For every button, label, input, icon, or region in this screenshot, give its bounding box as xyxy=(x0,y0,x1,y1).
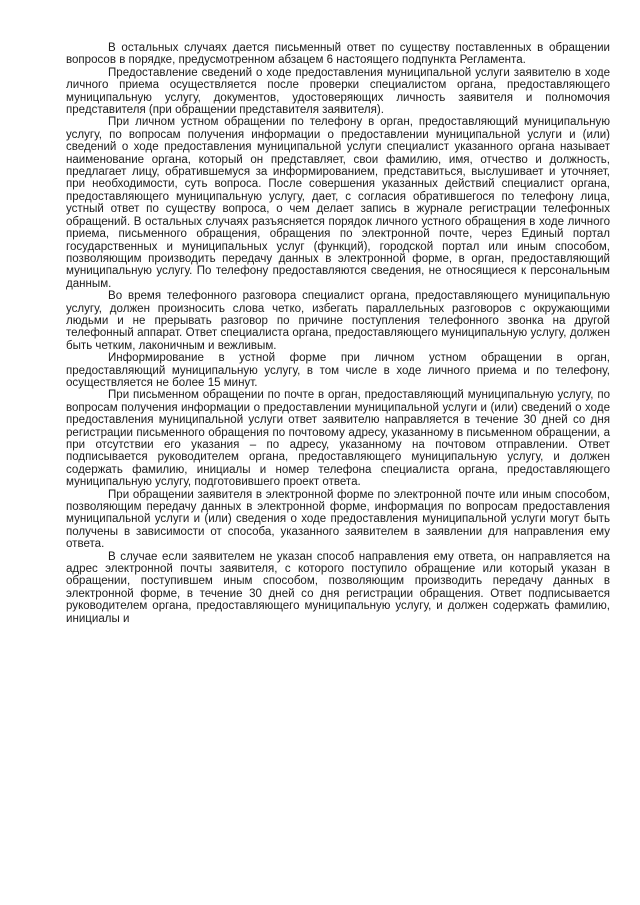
paragraph-2: Предоставление сведений о ходе предоставления муниципальной услуги заявителю в ходе личного приема осуществляется после проверки специалистом органа, предоставляющего муниципальную услугу, документов, удостоверяющих личность заявителя и полномочия представителя (при обращении представителя заявителя). xyxy=(66,66,610,117)
paragraph-7: При обращении заявителя в электронной форме по электронной почте или иным способом, позволяющим передачу данных в электронной форме, информация по вопросам предоставления муниципальной услуги и (или) сведения о ходе предоставления муниципальной услуги могут быть получены в зависимости от способа, указанного заявителем в заявлении для направления ему ответа. xyxy=(66,488,610,551)
paragraph-6: При письменном обращении по почте в орган, предоставляющий муниципальную услугу, по вопросам получения информации о предоставлении муниципальной услуги и (или) сведений о ходе предоставления муниципальной услуги ответ заявителю направляется в течение 30 дней со дня регистрации письменного обращения по почтовому адресу, указанному в письменном обращении, а при отсутствии его указания – по адресу, указанному на почтовом отправлении. Ответ подписывается руководителем органа, предоставляющего муниципальную услугу, и должен содержать фамилию, инициалы и номер телефона специалиста органа, предоставляющего муниципальную услугу, подготовившего проект ответа. xyxy=(66,389,610,489)
document-page xyxy=(66,42,610,625)
paragraph-8: В случае если заявителем не указан способ направления ему ответа, он направляется на адрес электронной почты заявителя, с которого поступило обращение или который указан в обращении, поступившем иным способом, позволяющим производить передачу данных в электронной форме, в течение 30 дней со дня регистрации обращения. Ответ подписывается руководителем органа, предоставляющего муниципальную услугу, и должен содержать фамилию, инициалы и xyxy=(66,550,610,625)
paragraph-4: Во время телефонного разговора специалист органа, предоставляющего муниципальную услугу, должен произносить слова четко, избегать параллельных разговоров с окружающими людьми и не прерывать разговор по причине поступления телефонного звонка на другой телефонный аппарат. Ответ специалиста органа, предоставляющего муниципальную услугу, должен быть четким, лаконичным и вежливым. xyxy=(66,290,610,352)
paragraph-1: В остальных случаях дается письменный ответ по существу поставленных в обращении вопросов в порядке, предусмотренном абзацем 6 настоящего подпункта Регламента. xyxy=(66,42,610,67)
paragraph-3: При личном устном обращении по телефону в орган, предоставляющий муниципальную услугу, по вопросам получения информации о предоставлении муниципальной услуги и (или) сведений о ходе предоставления муниципальной услуги специалист указанного органа называет наименование органа, который он представляет, свои фамилию, имя, отчество и должность, предлагает лицу, обратившемуся за информированием, представиться, выслушивает и уточняет, при необходимости, суть вопроса. После совершения указанных действий специалист органа, предоставляющего муниципальную услугу, дает, с согласия обратившегося по телефону лица, устный ответ по существу вопроса, о чем делает запись в журнале регистрации телефонных обращений. В остальных случаях разъясняется порядок личного устного обращения в ходе личного приема, письменного обращения, обращения по электронной почте, через Единый портал государственных и муниципальных услуг (функций), городской портал или иным способом, позволяющим производить передачу данных в электронной форме, в орган, предоставляющий муниципальную услугу. По телефону предоставляются сведения, не относящиеся к персональным данным. xyxy=(66,116,610,290)
paragraph-5: Информирование в устной форме при личном устном обращении в орган, предоставляющий муниципальную услугу, в том числе в ходе личного приема и по телефону, осуществляется не более 15 минут. xyxy=(66,352,610,389)
